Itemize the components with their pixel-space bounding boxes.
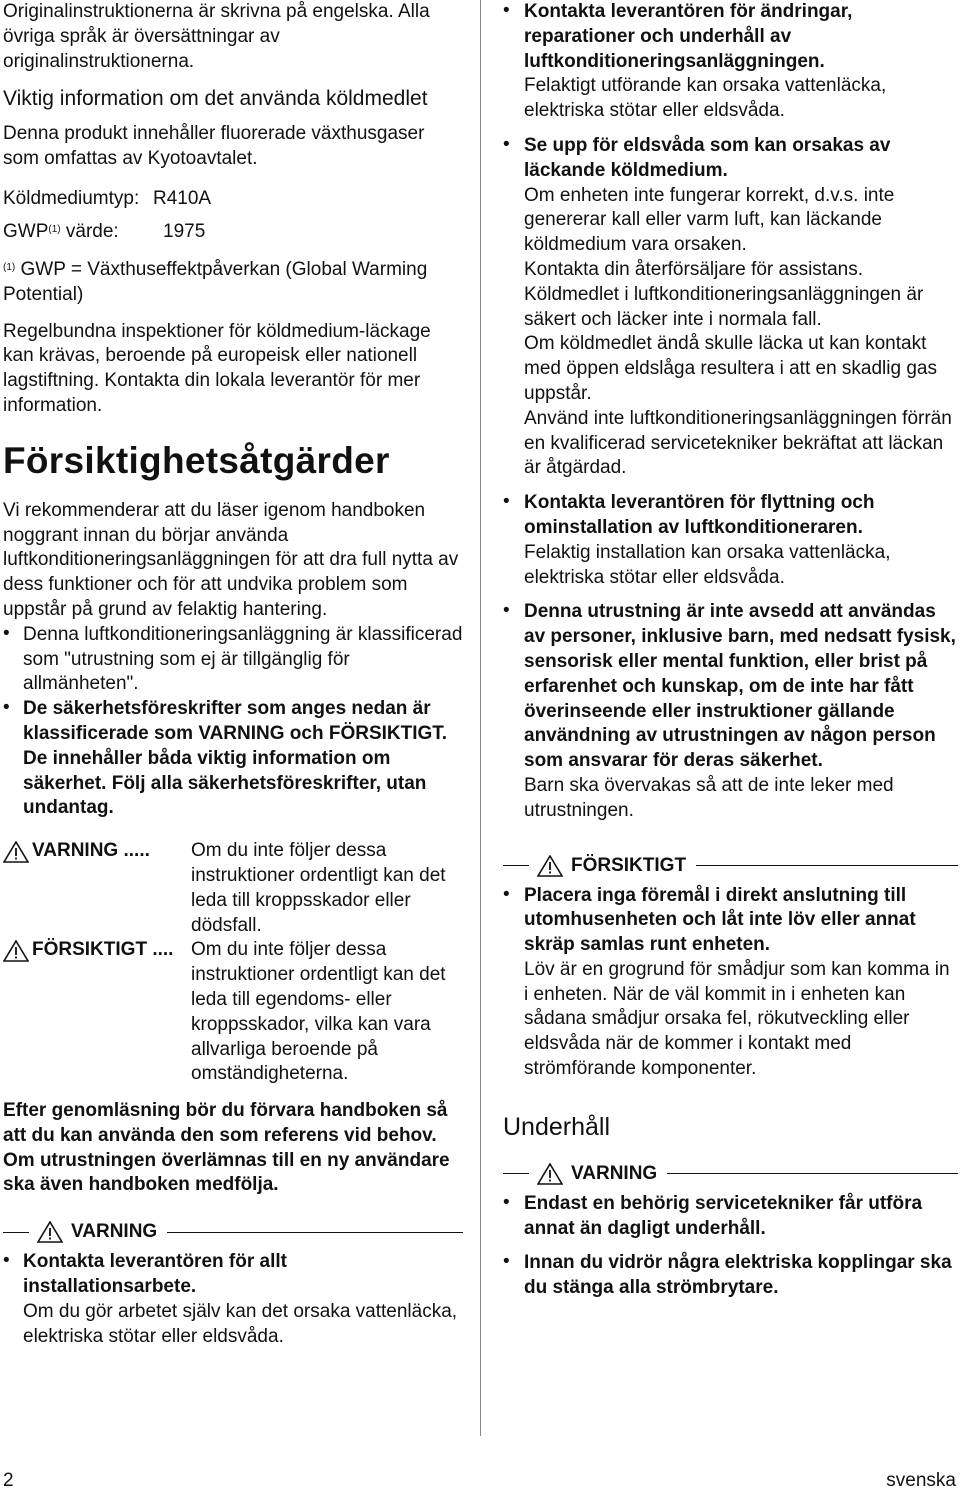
item-text: Barn ska övervakas så att de inte leker med utrustningen. (524, 774, 894, 821)
gwp-label: GWP (3, 220, 49, 242)
left-column (3, 0, 463, 1349)
caution-section-header (503, 852, 958, 880)
installation-text: Om du gör arbetet själv kan det orsaka vattenläcka, elektriska stötar eller eldsvåda. (23, 1300, 458, 1347)
list-item (503, 0, 958, 124)
warning-triangle-icon (3, 940, 29, 962)
classification-text: De säkerhetsföreskrifter som anges nedan är klassificerade som VARNING och FÖRSIKTIGT. De innehåller båda viktig information om säkerhet. Följ alla säkerhetsföreskrifter, utan undantag. (23, 698, 448, 819)
list-item (503, 600, 958, 823)
gwp-value: 1975 (163, 220, 206, 242)
caution-definition (3, 938, 463, 1087)
bullet-icon: • (3, 622, 10, 644)
gwp-note-mark: (1) (3, 261, 16, 273)
maintenance-varning-label: VARNING (571, 1162, 658, 1184)
keep-manual-text: Efter genomläsning bör du förvara handboken så att du kan använda den som referens vid behov. Om utrustningen överlämnas till en ny användare ska även handboken medfölja. (3, 1100, 450, 1196)
warning-triangle-icon (3, 841, 29, 863)
caution-label: FÖRSIKTIGT .... (32, 939, 174, 961)
column-divider (480, 0, 481, 1436)
warning-triangle-icon (537, 1163, 563, 1185)
gwp-footnote-mark: (1) (48, 223, 61, 235)
refrigerant-type-row (3, 182, 463, 215)
page-number: 2 (3, 1470, 14, 1491)
gwp-row (3, 215, 463, 248)
intro-text: Originalinstruktionerna är skrivna på engelska. Alla övriga språk är översättningar av originalinstruktionerna. (3, 1, 430, 72)
item-text: Felaktigt utförande kan orsaka vattenläcka, elektriska stötar eller eldsvåda. (524, 75, 887, 122)
maintenance-varning-header (503, 1160, 958, 1188)
bullet-icon: • (503, 133, 510, 155)
placement-heading: Placera inga föremål i direkt anslutning till utomhusenheten och låt inte löv eller annat skräp samlas runt enheten. (524, 884, 916, 956)
right-column (503, 0, 958, 1301)
list-item (503, 1192, 958, 1242)
bullet-icon: • (503, 1251, 510, 1273)
item-heading: Se upp för eldsvåda som kan orsakas av läckande köldmedium. (524, 134, 891, 181)
warning-definition (3, 839, 463, 938)
item-text: Kontakta din återförsäljare för assistans. (524, 258, 864, 280)
refrigerant-specs (3, 182, 463, 248)
item-text: Använd inte luftkonditioneringsanläggningen förrän en kvalificerad servicetekniker bekräftat att läckan är åtgärdad. (524, 407, 952, 479)
item-heading: Kontakta leverantören för ändringar, reparationer och underhåll av luftkonditioneringsanläggningen. (524, 1, 853, 72)
bullet-icon: • (503, 0, 510, 21)
warning-triangle-icon (37, 1221, 63, 1243)
precautions-title: Försiktighetsåtgärder (3, 439, 390, 481)
item-text: Köldmedlet i luftkonditioneringsanläggningen är säkert och läcker inte i normala fall. (524, 283, 924, 330)
inspection-text: Regelbundna inspektioner för köldmedium-läckage kan krävas, beroende på europeisk eller nationell lagstiftning. Kontakta din lokala leverantör för mer information. (3, 320, 431, 416)
precautions-intro: Vi rekommenderar att du läser igenom handboken noggrant innan du börjar använda luftkonditioneringsanläggningen för att dra full nytta av dess funktioner och för att undvika problem som uppstår på grund av felaktig hantering. (3, 499, 459, 620)
refrigerant-heading: Viktig information om det använda köldmedlet (3, 87, 428, 111)
caution-description: Om du inte följer dessa instruktioner ordentligt kan det leda till egendoms- eller kroppsskador, vilka kan vara allvarliga beroende på omständigheterna. (191, 939, 446, 1085)
bullet-icon: • (3, 1250, 10, 1272)
warning-label: VARNING ..... (32, 840, 150, 862)
bullet-icon: • (503, 600, 510, 622)
bullet-icon: • (503, 491, 510, 513)
bullet-icon: • (3, 697, 10, 719)
maintenance-item: Endast en behörig servicetekniker får utföra annat än dagligt underhåll. (524, 1192, 923, 1239)
list-item (503, 884, 958, 1082)
list-item (3, 623, 463, 697)
gwp-label-value: värde: (65, 220, 119, 242)
refrigerant-text: Denna produkt innehåller fluorerade växthusgaser som omfattas av Kyotoavtalet. (3, 123, 425, 170)
list-item (3, 697, 463, 821)
varning-section-label: VARNING (71, 1221, 158, 1243)
maintenance-item: Innan du vidrör några elektriska kopplingar ska du stänga alla strömbrytare. (524, 1252, 952, 1299)
public-classification-text: Denna luftkonditioneringsanläggning är klassificerad som "utrustning som ej är tillgänglig för allmänheten". (23, 623, 463, 695)
list-item (3, 1250, 463, 1349)
placement-text: Löv är en grogrund för smådjur som kan komma in i enheten. När de väl kommit in i enheten kan sådana smådjur orsaka fel, rökutveckling eller eldsvåda när de kommer i kontakt med strömförande komponenter. (524, 958, 950, 1080)
list-item (503, 134, 958, 481)
maintenance-title: Underhåll (503, 1112, 611, 1141)
gwp-note: GWP = Växthuseffektpåverkan (Global Warming Potential) (3, 258, 428, 305)
installation-heading: Kontakta leverantören för allt installationsarbete. (23, 1251, 287, 1298)
refrigerant-type-label: Köldmediumtyp: (3, 187, 140, 209)
item-heading: Denna utrustning är inte avsedd att användas av personer, inklusive barn, med nedsatt fysisk, sensorisk eller mental funktion, eller brist på erfarenhet och kunskap, om de inte har fått överinseende eller instruktioner gällande användning av utrustningen av någon person som ansvarar för deras säkerhet. (524, 601, 956, 772)
item-text: Om köldmedlet ändå skulle läcka ut kan kontakt med öppen eldslåga resultera i att en skadlig gas uppstår. (524, 333, 937, 404)
refrigerant-type-value: R410A (153, 187, 212, 209)
warning-description: Om du inte följer dessa instruktioner ordentligt kan det leda till kroppsskador eller dödsfall. (191, 840, 446, 936)
bullet-icon: • (503, 1191, 510, 1213)
caution-section-label: FÖRSIKTIGT (571, 854, 687, 876)
list-item (503, 491, 958, 590)
bullet-icon: • (503, 883, 510, 905)
item-text: Felaktig installation kan orsaka vattenläcka, elektriska stötar eller eldsvåda. (524, 541, 891, 588)
warning-triangle-icon (537, 855, 563, 877)
list-item (503, 1251, 958, 1301)
language-label: svenska (886, 1470, 956, 1491)
item-heading: Kontakta leverantören för flyttning och ominstallation av luftkonditioneraren. (524, 492, 875, 538)
varning-section-header (3, 1218, 463, 1246)
item-text: Om enheten inte fungerar korrekt, d.v.s. inte genererar kall eller varm luft, kan läckande köldmedium vara orsaken. (524, 184, 895, 256)
